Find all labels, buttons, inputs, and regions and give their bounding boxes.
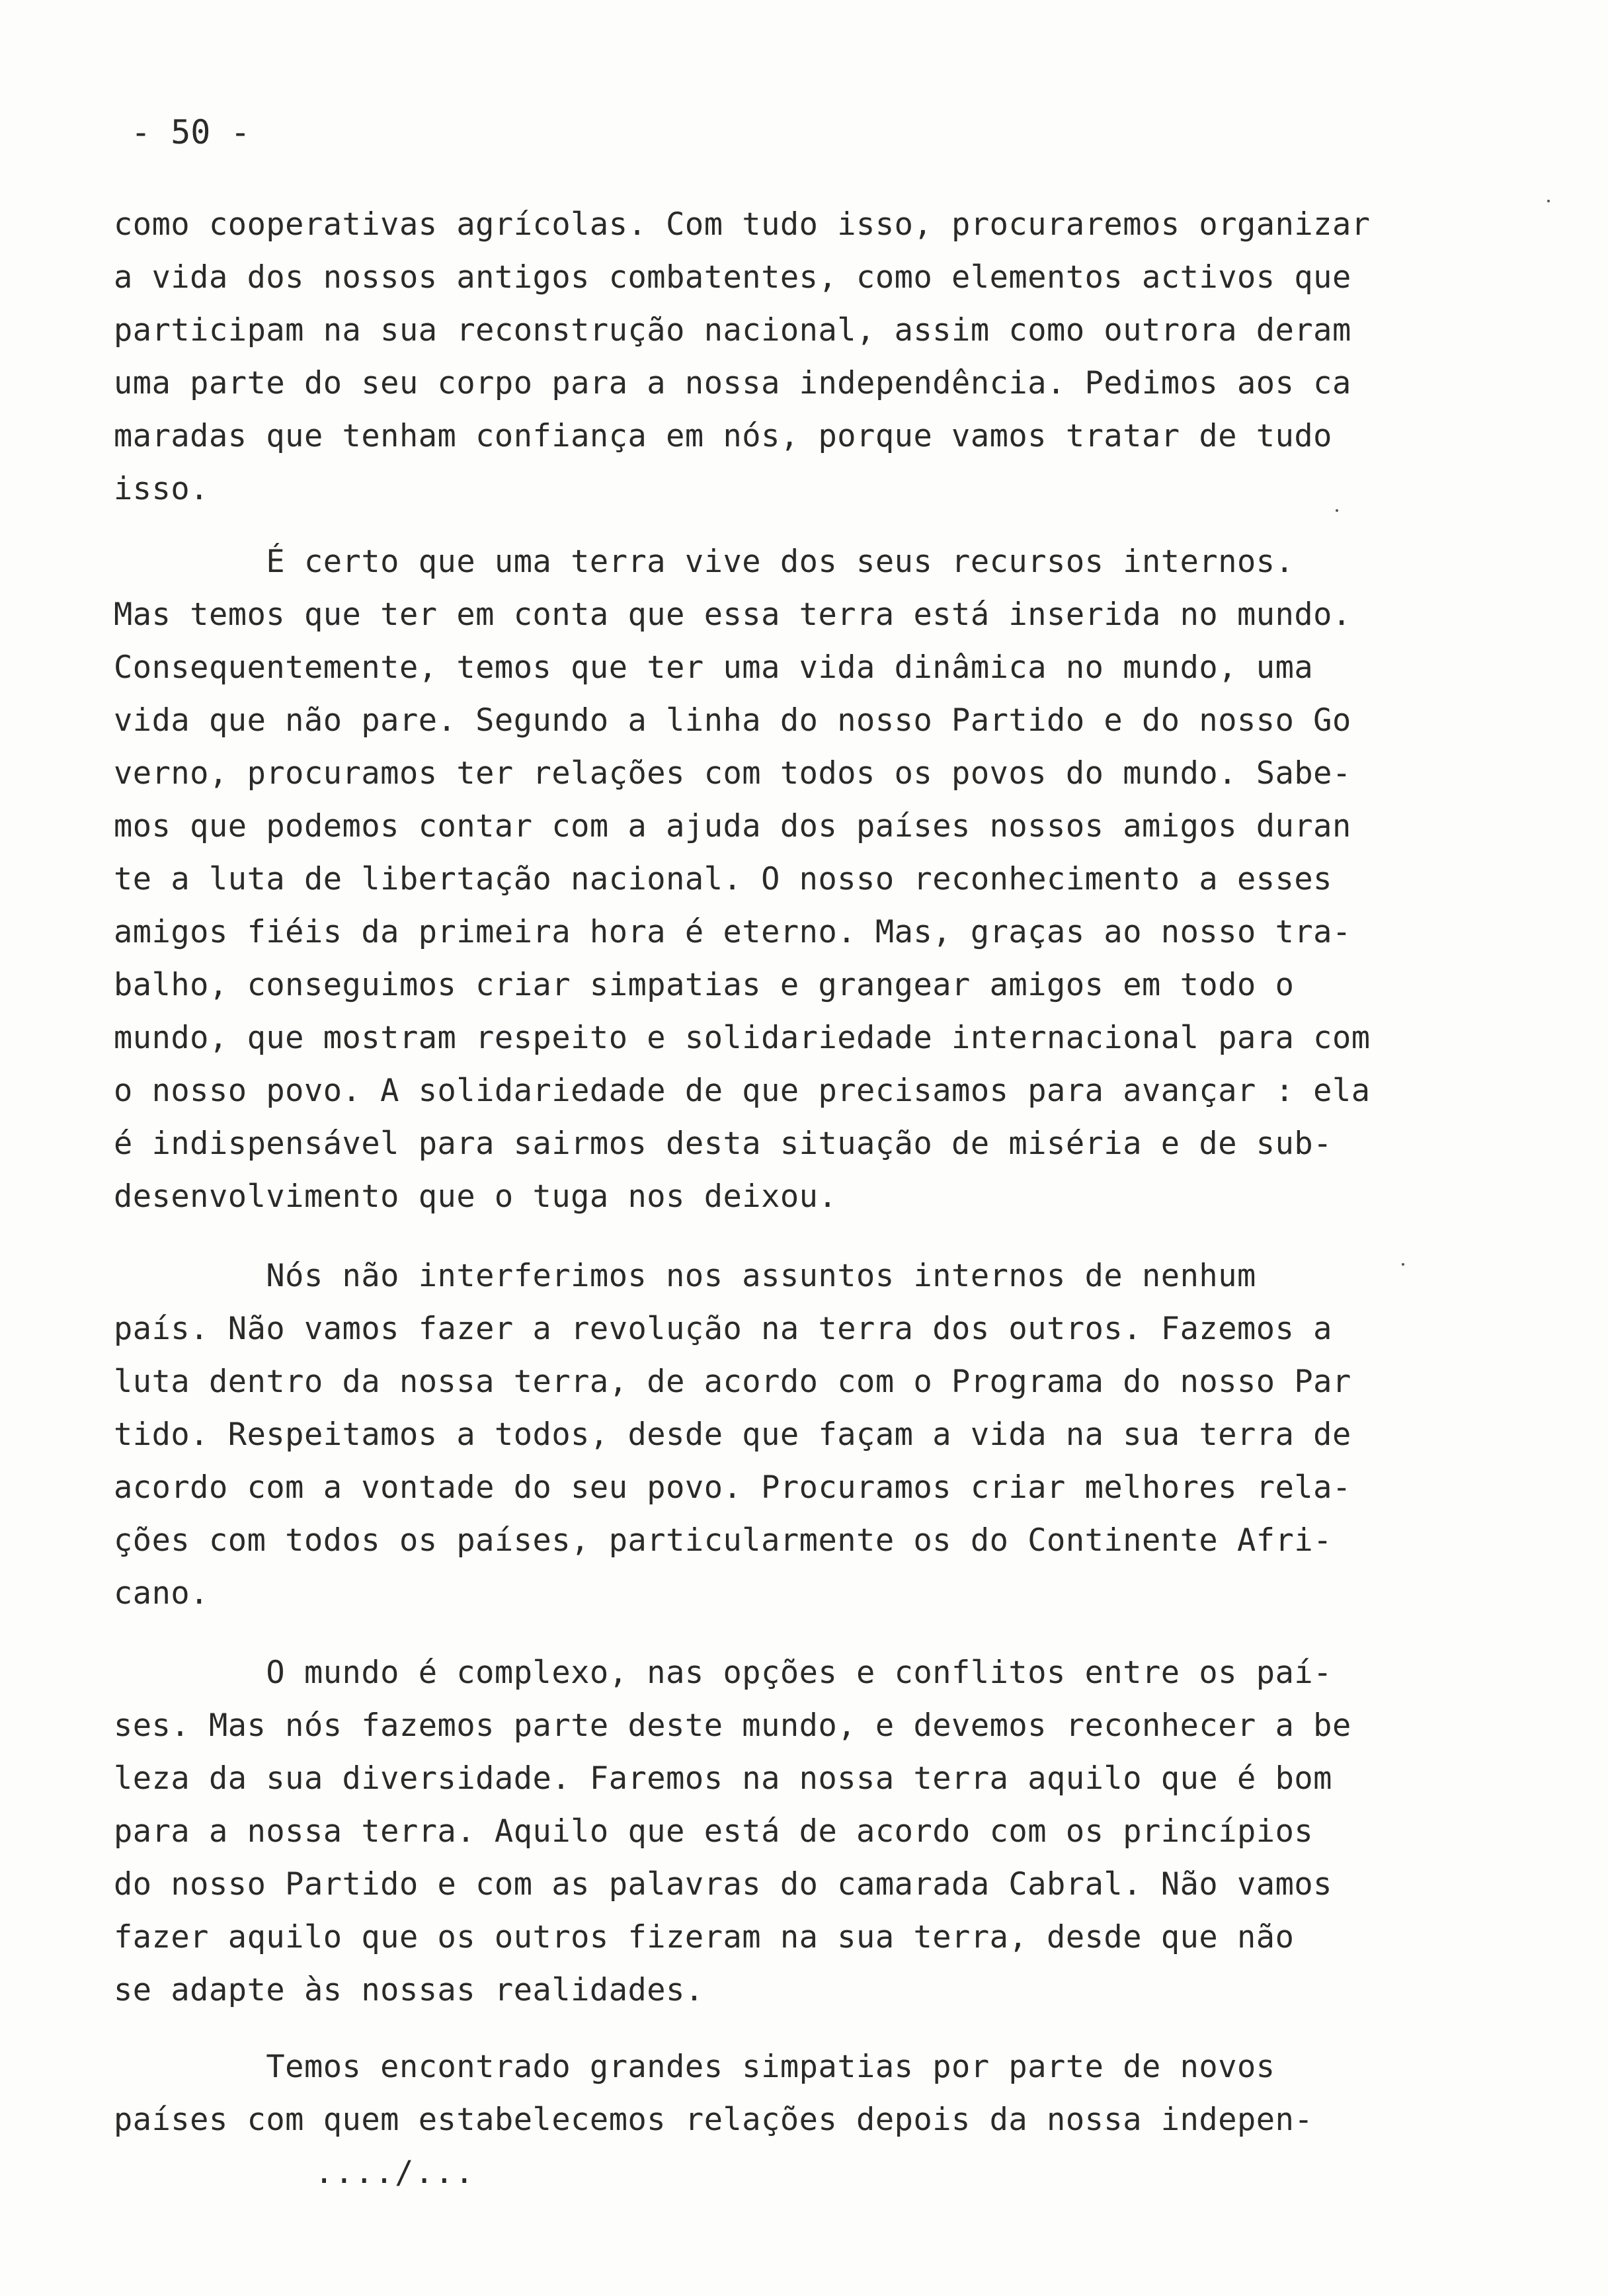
text-line: Temos encontrado grandes simpatias por parte de novos <box>114 2049 1275 2085</box>
text-line: uma parte do seu corpo para a nossa independência. Pedimos aos ca <box>114 365 1351 401</box>
text-line: vida que não pare. Segundo a linha do nosso Partido e do nosso Go <box>114 702 1351 739</box>
text-line: mundo, que mostram respeito e solidariedade internacional para com <box>114 1020 1371 1056</box>
paper-speck <box>1402 1263 1404 1266</box>
text-line: é indispensável para sairmos desta situação de miséria e de sub- <box>114 1126 1332 1162</box>
paper-speck <box>1336 509 1338 512</box>
text-line: leza da sua diversidade. Faremos na nossa terra aquilo que é bom <box>114 1760 1332 1797</box>
text-line: a vida dos nossos antigos combatentes, como elementos activos que <box>114 259 1351 296</box>
text-line: O mundo é complexo, nas opções e conflitos entre os paí- <box>114 1655 1332 1691</box>
text-line: fazer aquilo que os outros fizeram na sua terra, desde que não <box>114 1919 1295 1955</box>
text-line: isso. <box>114 471 209 507</box>
text-line: o nosso povo. A solidariedade de que precisamos para avançar : ela <box>114 1073 1371 1109</box>
text-line: participam na sua reconstrução nacional, assim como outrora deram <box>114 312 1351 348</box>
text-line: balho, conseguimos criar simpatias e grangear amigos em todo o <box>114 967 1295 1003</box>
text-line: É certo que uma terra vive dos seus recursos internos. <box>114 544 1295 580</box>
text-line: ções com todos os países, particularmente os do Continente Afri- <box>114 1522 1332 1559</box>
text-line: amigos fiéis da primeira hora é eterno. Mas, graças ao nosso tra- <box>114 914 1351 950</box>
paper-speck <box>1547 200 1550 202</box>
text-line: país. Não vamos fazer a revolução na terra dos outros. Fazemos a <box>114 1311 1332 1347</box>
text-line: desenvolvimento que o tuga nos deixou. <box>114 1178 838 1215</box>
text-line: cano. <box>114 1575 209 1612</box>
text-line: tido. Respeitamos a todos, desde que façam a vida na sua terra de <box>114 1416 1351 1453</box>
text-line: Consequentemente, temos que ter uma vida dinâmica no mundo, uma <box>114 649 1314 686</box>
text-line: acordo com a vontade do seu povo. Procuramos criar melhores rela- <box>114 1469 1351 1506</box>
text-line: verno, procuramos ter relações com todos os povos do mundo. Sabe- <box>114 755 1351 792</box>
text-line: países com quem estabelecemos relações depois da nossa indepen- <box>114 2102 1314 2138</box>
text-line: Nós não interferimos nos assuntos internos de nenhum <box>114 1258 1256 1294</box>
page-number: - 50 - <box>131 113 251 151</box>
text-line: para a nossa terra. Aquilo que está de acordo com os princípios <box>114 1813 1314 1850</box>
text-line: do nosso Partido e com as palavras do camarada Cabral. Não vamos <box>114 1866 1332 1903</box>
text-line: mos que podemos contar com a ajuda dos países nossos amigos duran <box>114 808 1351 844</box>
text-line: como cooperativas agrícolas. Com tudo isso, procuraremos organizar <box>114 206 1371 243</box>
text-line: te a luta de libertação nacional. O nosso reconhecimento a esses <box>114 861 1332 897</box>
text-line: ses. Mas nós fazemos parte deste mundo, e devemos reconhecer a be <box>114 1707 1351 1744</box>
text-line: Mas temos que ter em conta que essa terra está inserida no mundo. <box>114 596 1351 633</box>
text-line: luta dentro da nossa terra, de acordo com o Programa do nosso Par <box>114 1364 1351 1400</box>
text-line: se adapte às nossas realidades. <box>114 1972 704 2008</box>
continuation-mark: ..../... <box>315 2154 475 2191</box>
text-line: maradas que tenham confiança em nós, porque vamos tratar de tudo <box>114 418 1332 454</box>
